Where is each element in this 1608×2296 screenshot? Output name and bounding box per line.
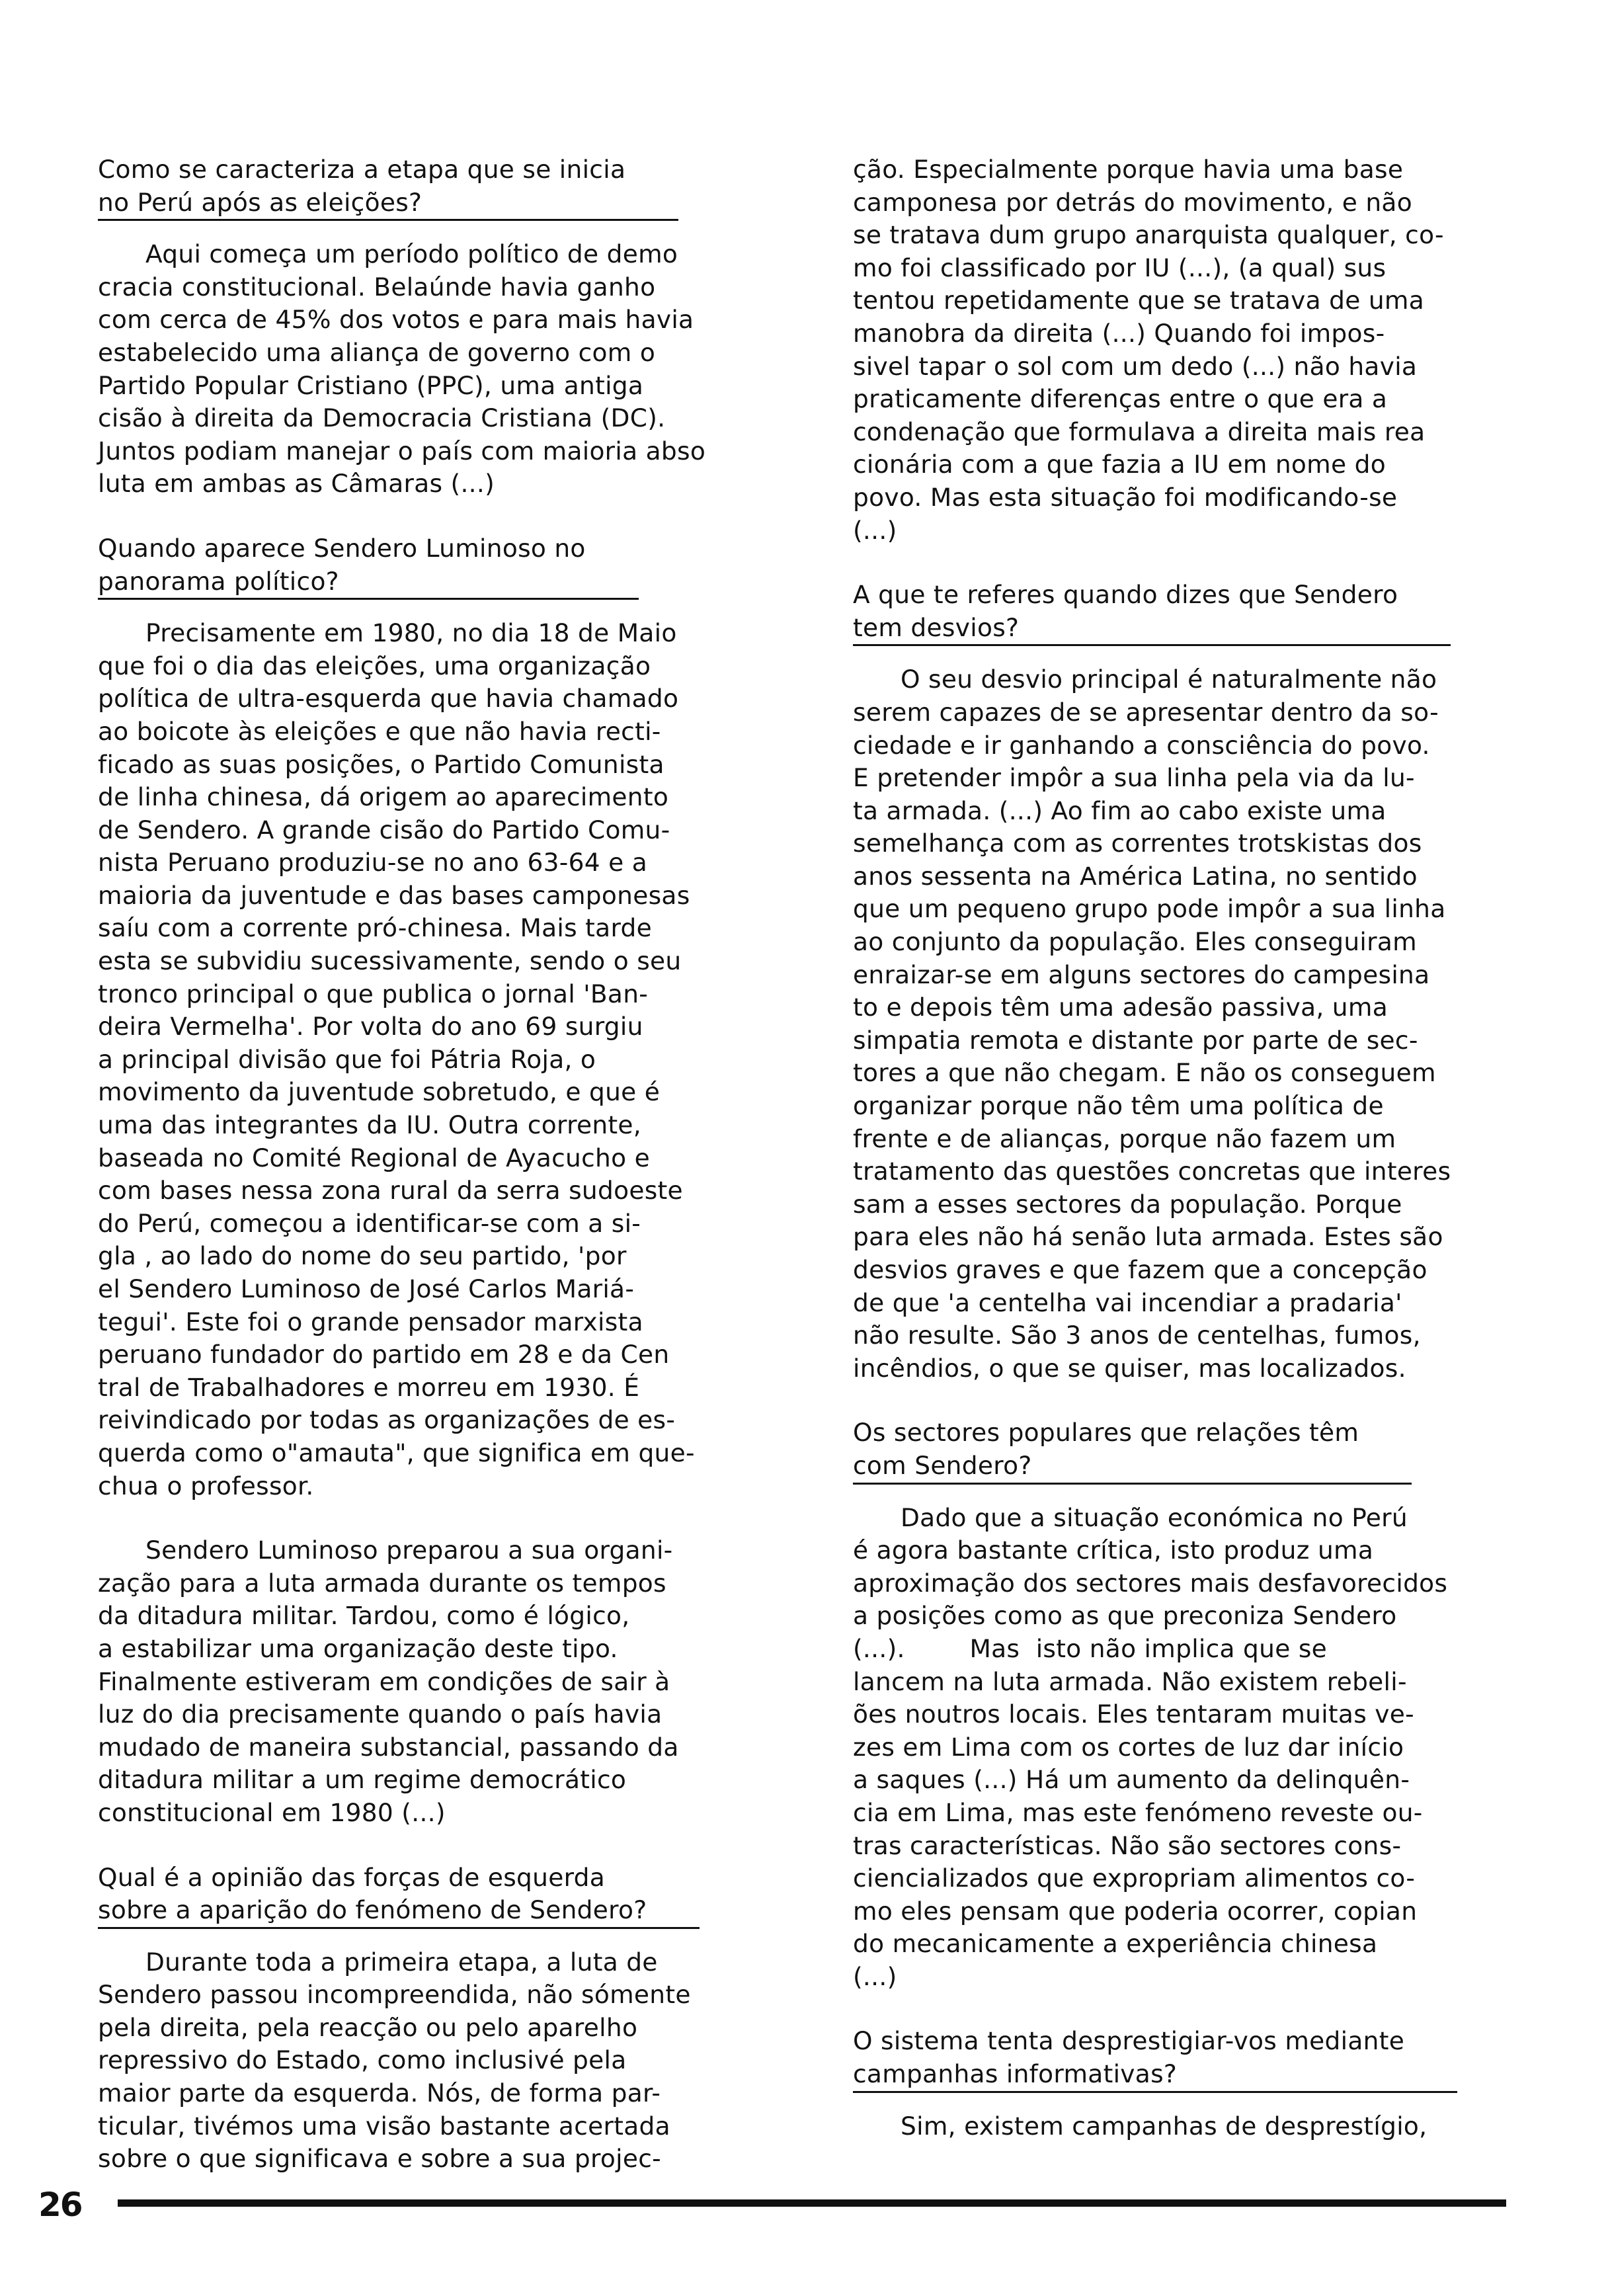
text-line: Dado que a situação económica no Perú	[901, 1502, 1408, 1532]
question-3	[98, 1862, 762, 1929]
text-line: sivel tapar o sol com um dedo (...) não havia	[853, 351, 1418, 381]
text-line: uma das integrantes da IU. Outra corrente,	[98, 1110, 641, 1140]
text-line: zes em Lima com os cortes de luz dar início	[853, 1732, 1404, 1762]
text-line: luz do dia precisamente quando o país havia	[98, 1700, 663, 1729]
text-line: baseada no Comité Regional de Ayacucho e	[98, 1143, 650, 1172]
text-line: frente e de alianças, porque não fazem um	[853, 1124, 1396, 1153]
text-line: deira Vermelha'. Por volta do ano 69 surgiu	[98, 1012, 643, 1042]
question-heading	[98, 1862, 700, 1929]
text-line: (...)	[853, 515, 897, 545]
question-6	[853, 2025, 1517, 2092]
text-line: anos sessenta na América Latina, no sentido	[853, 861, 1418, 891]
text-line: el Sendero Luminoso de José Carlos Mariá-	[98, 1274, 635, 1303]
text-line: ditadura militar a um regime democrático	[98, 1765, 627, 1795]
text-line: repressivo do Estado, como inclusivé pela	[98, 2045, 627, 2075]
text-line: a principal divisão que foi Pátria Roja, o	[98, 1044, 596, 1074]
text-line: a posições como as que preconiza Sendero	[853, 1601, 1397, 1631]
answer-5	[853, 1502, 1517, 1994]
question-heading	[853, 579, 1451, 646]
text-line: reivindicado por todas as organizações de es-	[98, 1405, 676, 1435]
left-column	[98, 153, 762, 2176]
text-line: to e depois têm uma adesão passiva, uma	[853, 993, 1388, 1022]
right-column	[853, 153, 1517, 2143]
answer-3-continued	[853, 153, 1517, 547]
text-line: tratamento das questões concretas que interes	[853, 1157, 1451, 1186]
text-line: (...). Mas isto não implica que se	[853, 1633, 1328, 1663]
text-line: ões noutros locais. Eles tentaram muitas ve-	[853, 1700, 1414, 1729]
answer-2	[98, 617, 762, 1502]
text-line: a saques (...) Há um aumento da delinquên-	[853, 1765, 1410, 1795]
question-line: Quando aparece Sendero Luminoso no	[98, 533, 586, 563]
text-line: praticamente diferenças entre o que era a	[853, 384, 1388, 414]
text-line: luta em ambas as Câmaras (...)	[98, 469, 495, 499]
text-line: se tratava dum grupo anarquista qualquer, co-	[853, 220, 1444, 250]
text-line: serem capazes de se apresentar dentro da so-	[853, 697, 1439, 727]
answer-6	[853, 2110, 1517, 2143]
question-5	[853, 1416, 1517, 1484]
text-line: Aqui começa um período político de demo	[145, 239, 678, 269]
text-line: ficado as suas posições, o Partido Comunista	[98, 749, 664, 779]
question-line: panorama político?	[98, 566, 339, 596]
text-line: (...)	[853, 1961, 897, 1991]
text-line: Precisamente em 1980, no dia 18 de Maio	[145, 618, 677, 648]
text-line: O seu desvio principal é naturalmente não	[901, 665, 1437, 694]
text-line: que foi o dia das eleições, uma organização	[98, 651, 651, 680]
text-line: tronco principal o que publica o jornal 'Ban-	[98, 979, 649, 1008]
text-line: movimento da juventude sobretudo, e que é	[98, 1077, 661, 1107]
text-line: de linha chinesa, dá origem ao aparecimento	[98, 782, 669, 812]
answer-4	[853, 663, 1517, 1385]
text-line: Sendero Luminoso preparou a sua organi-	[145, 1536, 673, 1565]
text-line: incêndios, o que se quiser, mas localizados.	[853, 1353, 1406, 1383]
text-line: da ditadura militar. Tardou, como é lógico,	[98, 1601, 630, 1631]
text-line: zação para a luta armada durante os tempos	[98, 1568, 666, 1598]
text-line: chua o professor.	[98, 1471, 314, 1500]
text-line: Durante toda a primeira etapa, a luta de	[145, 1947, 658, 1977]
text-line: de Sendero. A grande cisão do Partido Comu-	[98, 815, 670, 844]
text-line: do Perú, começou a identificar-se com a si-	[98, 1208, 641, 1238]
text-line: Sendero passou incompreendida, não sómente	[98, 1980, 691, 2010]
text-line: ciedade e ir ganhando a consciência do povo.	[853, 730, 1430, 760]
question-line: tem desvios?	[853, 612, 1020, 642]
text-line: ao boicote às eleições e que não havia recti-	[98, 716, 661, 746]
text-line: pela direita, pela reacção ou pelo aparelho	[98, 2012, 638, 2042]
text-line: cia em Lima, mas este fenómeno reveste ou-	[853, 1797, 1423, 1827]
text-line: E pretender impôr a sua linha pela via da lu-	[853, 763, 1415, 793]
text-line: sobre o que significava e sobre a sua projec-	[98, 2144, 661, 2174]
question-line: O sistema tenta desprestigiar-vos mediante	[853, 2026, 1405, 2056]
text-line: aproximação dos sectores mais desfavorecidos	[853, 1568, 1448, 1598]
page-number: 26	[38, 2186, 82, 2224]
text-line: camponesa por detrás do movimento, e não	[853, 187, 1412, 217]
text-line: maioria da juventude e das bases camponesas	[98, 880, 690, 910]
text-line: que um pequeno grupo pode impôr a sua linha	[853, 894, 1446, 924]
text-line: esta se subvidiu sucessivamente, sendo o seu	[98, 946, 682, 976]
text-line: peruano fundador do partido em 28 e da Cen	[98, 1340, 670, 1370]
text-line: constitucional em 1980 (...)	[98, 1797, 446, 1827]
question-line: campanhas informativas?	[853, 2059, 1178, 2089]
text-line: querda como o"amauta", que significa em que-	[98, 1438, 695, 1467]
text-line: é agora bastante crítica, isto produz uma	[853, 1536, 1374, 1565]
text-line: organizar porque não têm uma política de	[853, 1091, 1384, 1121]
question-2	[98, 532, 762, 600]
text-line: ção. Especialmente porque havia uma base	[853, 155, 1404, 184]
text-line: de que 'a centelha vai incendiar a pradaria'	[853, 1288, 1402, 1317]
text-line: Juntos podiam manejar o país com maioria abso	[98, 436, 706, 466]
text-line: condenação que formulava a direita mais rea	[853, 417, 1426, 446]
text-line: para eles não há senão luta armada. Estes são	[853, 1222, 1443, 1252]
text-line: com cerca de 45% dos votos e para mais havia	[98, 305, 694, 335]
answer-3	[98, 1946, 762, 2176]
answer-1	[98, 238, 762, 501]
text-line: Sim, existem campanhas de desprestígio,	[901, 2111, 1427, 2141]
text-line: não resulte. São 3 anos de centelhas, fumos,	[853, 1321, 1421, 1350]
text-line: ticular, tivémos uma visão bastante acertada	[98, 2111, 670, 2141]
text-line: ao conjunto da população. Eles conseguiram	[853, 927, 1417, 957]
text-line: Partido Popular Cristiano (PPC), uma antiga	[98, 370, 644, 400]
text-line: mudado de maneira substancial, passando da	[98, 1732, 679, 1762]
text-line: com bases nessa zona rural da serra sudoeste	[98, 1176, 683, 1206]
text-line: do mecanicamente a experiência chinesa	[853, 1929, 1378, 1959]
text-line: tegui'. Este foi o grande pensador marxista	[98, 1307, 643, 1336]
question-heading	[853, 2025, 1457, 2092]
text-line: gla , ao lado do nome do seu partido, 'por	[98, 1241, 627, 1271]
text-line: lancem na luta armada. Não existem rebeli-	[853, 1666, 1407, 1696]
text-line: cisão à direita da Democracia Cristiana (DC).	[98, 403, 666, 433]
question-heading	[98, 153, 678, 221]
text-line: tentou repetidamente que se tratava de uma	[853, 286, 1425, 315]
text-line: simpatia remota e distante por parte de sec-	[853, 1025, 1418, 1055]
question-heading	[853, 1416, 1412, 1484]
text-line: cracia constitucional. Belaúnde havia ganho	[98, 272, 656, 302]
question-4	[853, 579, 1517, 646]
question-line: A que te referes quando dizes que Sendero	[853, 580, 1398, 610]
text-line: manobra da direita (...) Quando foi impos-	[853, 318, 1385, 348]
text-line: saíu com a corrente pró-chinesa. Mais tarde	[98, 913, 652, 943]
text-line: cionária com a que fazia a IU em nome do	[853, 450, 1386, 479]
text-line: mo foi classificado por IU (...), (a qual) sus	[853, 253, 1387, 282]
text-line: semelhança com as correntes trotskistas dos	[853, 829, 1422, 858]
question-line: Como se caracteriza a etapa que se inicia	[98, 155, 626, 184]
text-line: política de ultra-esquerda que havia chamado	[98, 684, 679, 714]
text-line: tores a que não chegam. E não os conseguem	[853, 1058, 1436, 1088]
text-line: a estabilizar uma organização deste tipo.	[98, 1633, 618, 1663]
text-line: ciencializados que expropriam alimentos co-	[853, 1864, 1416, 1893]
text-line: tras características. Não são sectores cons-	[853, 1830, 1402, 1860]
text-line: Finalmente estiveram em condições de sair à	[98, 1666, 670, 1696]
text-line: estabelecido uma aliança de governo com o	[98, 337, 656, 367]
question-line: sobre a aparição do fenómeno de Sendero?	[98, 1895, 647, 1925]
answer-2-continued	[98, 1534, 762, 1829]
text-line: nista Peruano produziu-se no ano 63-64 e a	[98, 848, 648, 878]
question-heading	[98, 532, 639, 600]
question-line: Qual é a opinião das forças de esquerda	[98, 1862, 606, 1892]
text-line: mo eles pensam que poderia ocorrer, copian	[853, 1896, 1418, 1926]
question-line: no Perú após as eleições?	[98, 187, 422, 217]
text-line: sam a esses sectores da população. Porque	[853, 1189, 1402, 1219]
text-line: enraizar-se em alguns sectores do campesina	[853, 960, 1430, 989]
question-1	[98, 153, 762, 221]
text-line: tral de Trabalhadores e morreu em 1930. É	[98, 1372, 640, 1402]
text-line: maior parte da esquerda. Nós, de forma par-	[98, 2078, 661, 2108]
footer-rule	[118, 2199, 1506, 2207]
text-line: ta armada. (...) Ao fim ao cabo existe uma	[853, 796, 1387, 825]
question-line: com Sendero?	[853, 1450, 1032, 1480]
text-line: desvios graves e que fazem que a concepção	[853, 1255, 1427, 1284]
question-line: Os sectores populares que relações têm	[853, 1418, 1359, 1448]
text-line: povo. Mas esta situação foi modificando-se	[853, 482, 1398, 512]
